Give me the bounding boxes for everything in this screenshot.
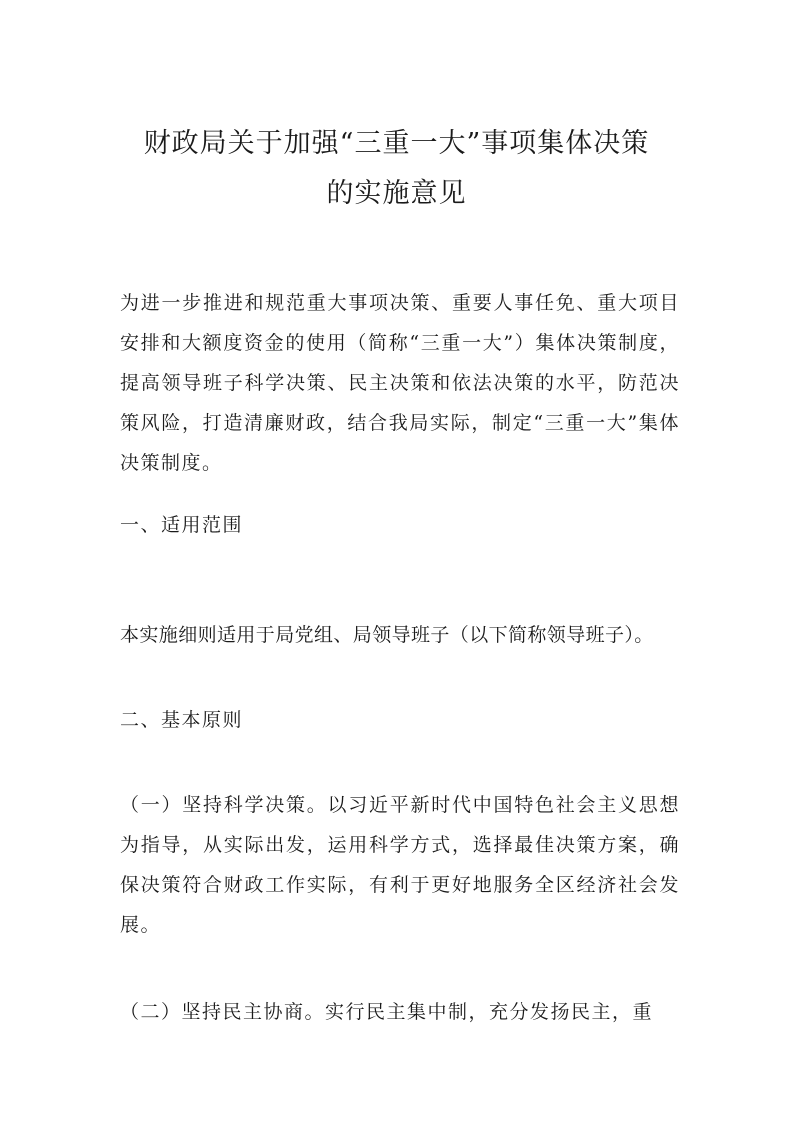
principle-paragraph-1: （一）坚持科学决策。以习近平新时代中国特色社会主义思想为指导，从实际出发，运用科学方式，选择最佳决策方案，确保决策符合财政工作实际，有利于更好地服务全区经济社会发展。 [120, 794, 680, 936]
section-heading-scope: 一、适用范围 [120, 514, 244, 536]
principle-paragraph-2: （二）坚持民主协商。实行民主集中制，充分发扬民主，重 [120, 1001, 654, 1023]
intro-paragraph: 为进一步推进和规范重大事项决策、重要人事任免、重大项目安排和大额度资金的使用（简称“三重一大”）集体决策制度，提高领导班子科学决策、民主决策和依法决策的水平，防范决策风险，打造清廉财政，结合我局实际，制定“三重一大”集体决策制度。 [120, 292, 680, 474]
document-title-line1: 财政局关于加强“三重一大”事项集体决策 [143, 128, 650, 159]
document-title-line2: 的实施意见 [326, 178, 467, 209]
section-heading-principles: 二、基本原则 [120, 709, 244, 731]
scope-paragraph: 本实施细则适用于局党组、局领导班子（以下简称领导班子）。 [120, 624, 654, 646]
